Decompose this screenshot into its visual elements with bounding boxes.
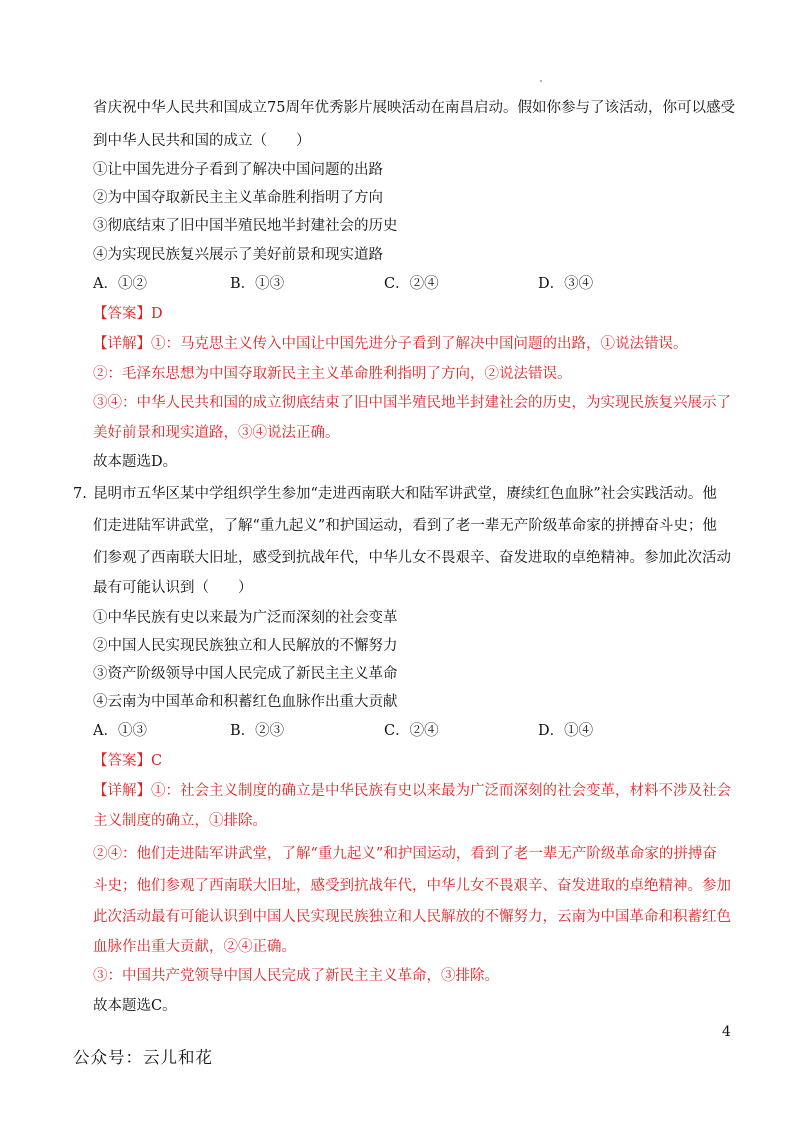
q7-option-a: A．①③ [93,723,147,739]
q6-option-d: D．③④ [538,276,594,292]
footer-wechat-account: 公众号：云儿和花 [73,1048,213,1067]
q7-explain-line-2: 主义制度的确立，①排除。 [93,813,267,829]
q6-item-3: ③彻底结束了旧中国半殖民地半封建社会的历史 [93,218,398,234]
q7-conclusion: 故本题选C。 [93,998,177,1014]
q6-option-a: A．①② [93,276,147,292]
q6-item-2: ②为中国夺取新民主主义革命胜利指明了方向 [93,190,383,206]
q6-item-1: ①让中国先进分子看到了解决中国问题的出路 [93,162,383,178]
q6-explain-line-2: ②：毛泽东思想为中国夺取新民主主义革命胜利指明了方向，②说法错误。 [93,366,572,382]
q7-item-4: ④云南为中国革命和积蓄红色血脉作出重大贡献 [93,694,398,710]
q6-explain-line-4: 美好前景和现实道路，③④说法正确。 [93,425,340,441]
q6-explain-line-3: ③④：中华人民共和国的成立彻底结束了旧中国半殖民地半封建社会的历史，为实现民族复兴展示了 [93,395,731,411]
q7-explain-line-3: ②④：他们走进陆军讲武堂，了解“重九起义”和护国运动，看到了老一辈无产阶级革命家的拼搏奋 [93,846,717,862]
q7-item-2: ②中国人民实现民族独立和人民解放的不懈努力 [93,638,398,654]
q7-explain-line-6: 血脉作出重大贡献，②④正确。 [93,939,296,955]
q7-stem-line-2: 们走进陆军讲武堂，了解“重九起义”和护国运动，看到了老一辈无产阶级革命家的拼搏奋斗史；他 [93,518,717,534]
q7-stem-line-3: 们参观了西南联大旧址，感受到抗战年代，中华儿女不畏艰辛、奋发进取的卓绝精神。参加此次活动 [93,550,731,566]
q6-option-b: B．①③ [230,276,285,292]
q6-answer: 【答案】D [93,306,163,322]
q7-stem-line-1: 昆明市五华区某中学组织学生参加“走进西南联大和陆军讲武堂，赓续红色血脉”社会实践活动。他 [93,486,717,502]
q7-stem-line-4: 最有可能认识到（ ） [93,580,253,596]
q6-conclusion: 故本题选D。 [93,454,178,470]
q6-option-c: C．②④ [384,276,439,292]
q7-item-1: ①中华民族有史以来最为广泛而深刻的社会变革 [93,610,398,626]
page-number: 4 [722,1024,731,1040]
decorative-dot [540,80,542,82]
q7-number: 7. [73,486,87,502]
q7-option-b: B．②③ [230,723,285,739]
q6-stem-line-1: 省庆祝中华人民共和国成立75周年优秀影片展映活动在南昌启动。假如你参与了该活动，你可以感受 [93,100,735,116]
q7-option-d: D．①④ [538,723,594,739]
q6-stem-line-2: 到中华人民共和国的成立（ ） [93,133,311,149]
q7-explain-line-7: ③：中国共产党领导中国人民完成了新民主主义革命，③排除。 [93,968,499,984]
q7-item-3: ③资产阶级领导中国人民完成了新民主主义革命 [93,666,398,682]
q7-answer: 【答案】C [93,753,163,769]
q6-item-4: ④为实现民族复兴展示了美好前景和现实道路 [93,247,383,263]
q7-option-c: C．②④ [384,723,439,739]
q7-explain-line-4: 斗史；他们参观了西南联大旧址，感受到抗战年代，中华儿女不畏艰辛、奋发进取的卓绝精神。参加 [93,878,731,894]
q7-explain-line-5: 此次活动最有可能认识到中国人民实现民族独立和人民解放的不懈努力，云南为中国革命和积蓄红色 [93,909,731,925]
q6-explain-line-1: 【详解】①：马克思主义传入中国让中国先进分子看到了解决中国问题的出路，①说法错误。 [93,336,688,352]
q7-explain-line-1: 【详解】①：社会主义制度的确立是中华民族有史以来最为广泛而深刻的社会变革，材料不涉及社会 [93,783,731,799]
